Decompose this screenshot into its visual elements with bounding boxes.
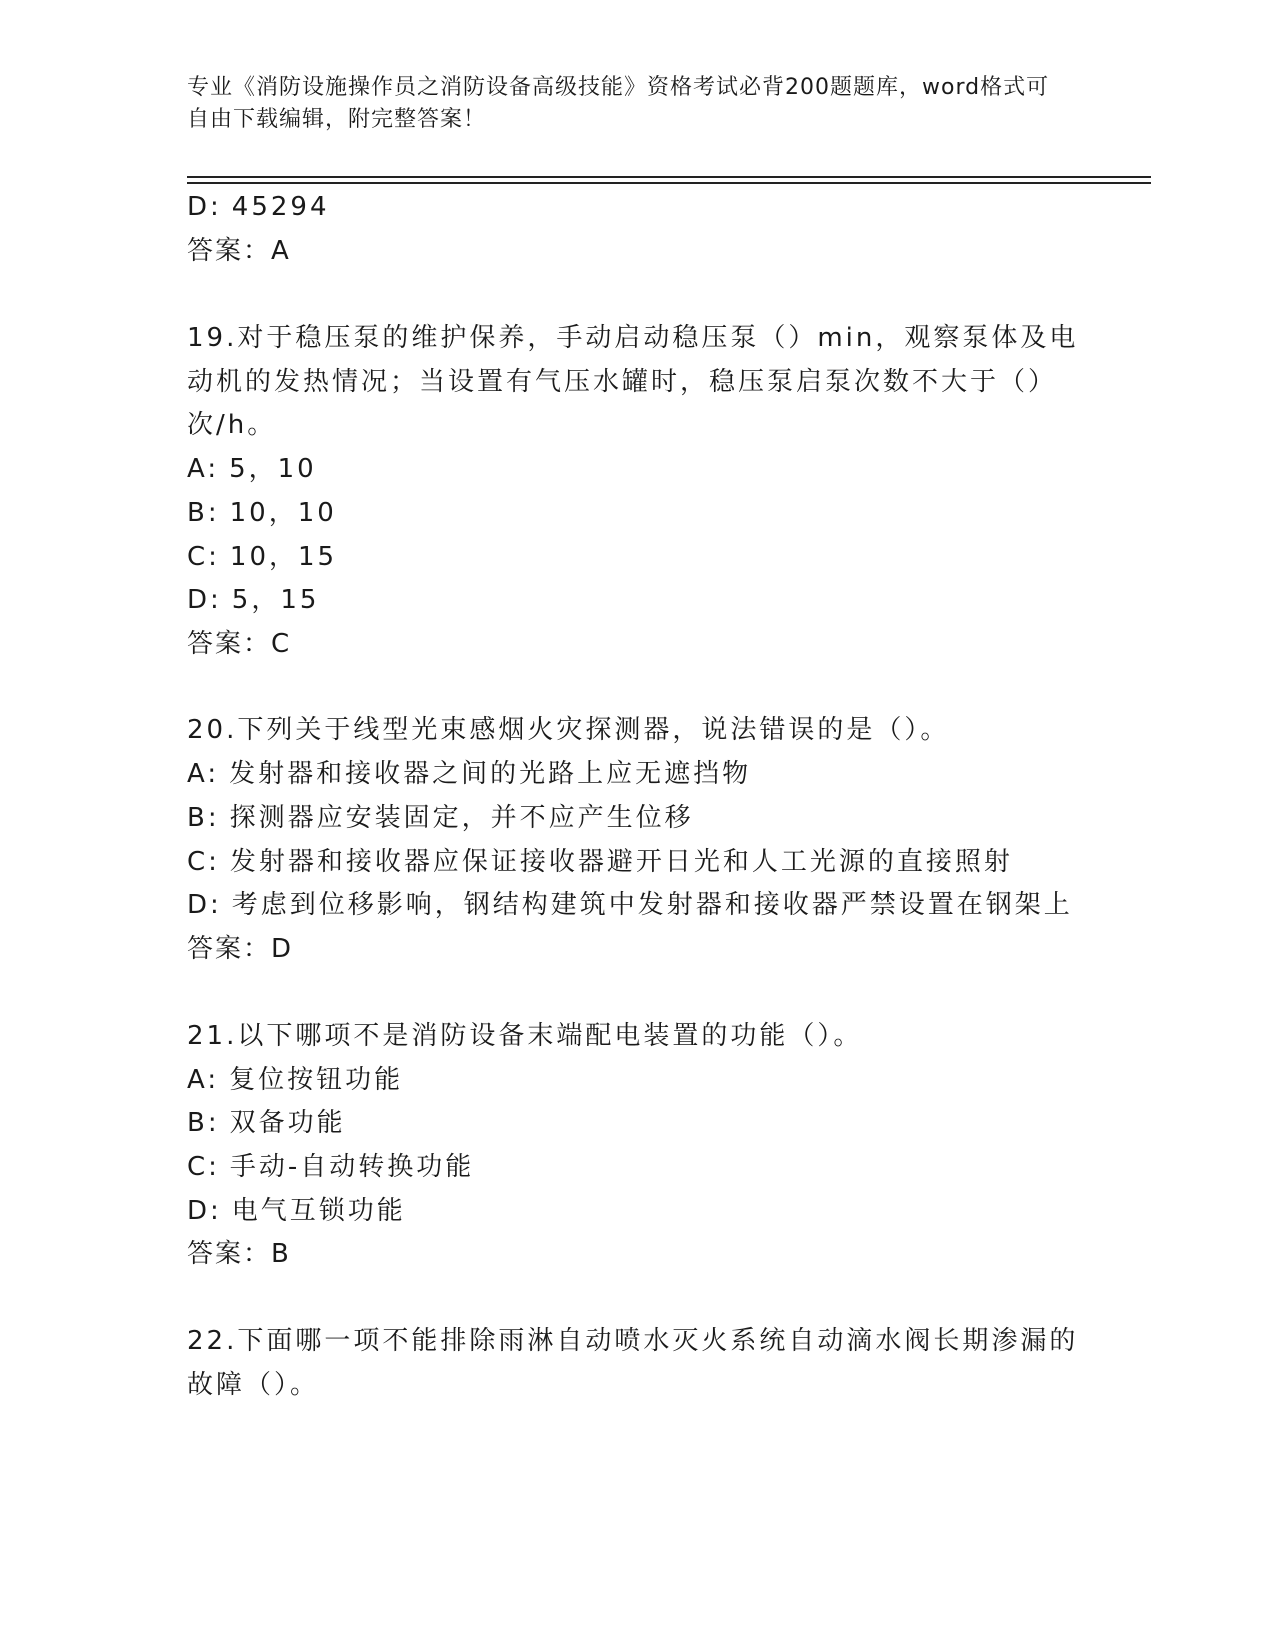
question-20-line-1: 20.下列关于线型光束感烟火灾探测器，说法错误的是（）。 (187, 715, 950, 745)
option-key: D: (187, 1196, 222, 1226)
question-22-line-1: 22.下面哪一项不能排除雨淋自动喷水灭火系统自动滴水阀长期渗漏的 (187, 1326, 1079, 1356)
option-text: 10，10 (229, 498, 337, 528)
option-d-q20 (187, 888, 1087, 922)
question-21-line-1: 21.以下哪项不是消防设备末端配电装置的功能（）。 (187, 1021, 863, 1051)
option-key: A: (187, 454, 220, 484)
option-key: B: (187, 803, 220, 833)
document-header: 专业《消防设施操作员之消防设备高级技能》资格考试必背200题题库，word格式可自由下载编辑，附完整答案！ (187, 75, 1050, 132)
option-key: A: (187, 1065, 220, 1095)
option-b-q20 (187, 801, 1087, 835)
question-19-line-2: 动机的发热情况；当设置有气压水罐时，稳压泵启泵次数不大于（） (187, 367, 1058, 397)
option-b-q19 (187, 496, 1087, 530)
answer-q21: 答案：B (187, 1239, 291, 1269)
option-text: 复位按钮功能 (229, 1065, 404, 1095)
option-a-q21 (187, 1063, 1087, 1097)
option-text: 发射器和接收器应保证接收器避开日光和人工光源的直接照射 (229, 847, 1013, 877)
option-text: 双备功能 (229, 1108, 346, 1138)
option-key: B: (187, 1108, 220, 1138)
option-c-q19 (187, 540, 1087, 574)
option-key: C: (187, 1152, 220, 1182)
option-key: A: (187, 759, 220, 789)
answer-q19: 答案：C (187, 629, 292, 659)
option-text: 5，10 (229, 454, 317, 484)
option-d-q21 (187, 1194, 1087, 1228)
option-key: D: (187, 585, 222, 615)
answer-q20: 答案：D (187, 934, 294, 964)
option-key: D: (187, 890, 222, 920)
option-d-q19 (187, 583, 1087, 617)
question-22-line-2: 故障（）。 (187, 1370, 320, 1400)
question-19-line-3: 次/h。 (187, 410, 277, 440)
option-c-q21 (187, 1150, 1087, 1184)
option-text: 45294 (231, 192, 330, 222)
option-text: 5，15 (231, 585, 320, 615)
option-key: C: (187, 847, 220, 877)
question-19-line-1: 19.对于稳压泵的维护保养，手动启动稳压泵（）min，观察泵体及电 (187, 323, 1079, 353)
option-text: 电气互锁功能 (231, 1196, 406, 1226)
header-divider-bottom (187, 182, 1151, 184)
option-text: 探测器应安装固定，并不应产生位移 (229, 803, 694, 833)
option-text: 手动-自动转换功能 (229, 1152, 475, 1182)
option-c-q20 (187, 845, 1087, 879)
option-text: 考虑到位移影响，钢结构建筑中发射器和接收器严禁设置在钢架上 (231, 890, 1073, 920)
option-text: 10，15 (229, 542, 338, 572)
option-b-q21 (187, 1106, 1087, 1140)
option-key: D: (187, 192, 222, 222)
option-text: 发射器和接收器之间的光路上应无遮挡物 (229, 759, 752, 789)
answer-q18: 答案：A (187, 236, 291, 266)
option-key: C: (187, 542, 220, 572)
header-divider-top (187, 176, 1151, 178)
option-key: B: (187, 498, 220, 528)
option-a-q20 (187, 757, 1087, 791)
option-d-q18 (187, 190, 1087, 224)
option-a-q19 (187, 452, 1087, 486)
